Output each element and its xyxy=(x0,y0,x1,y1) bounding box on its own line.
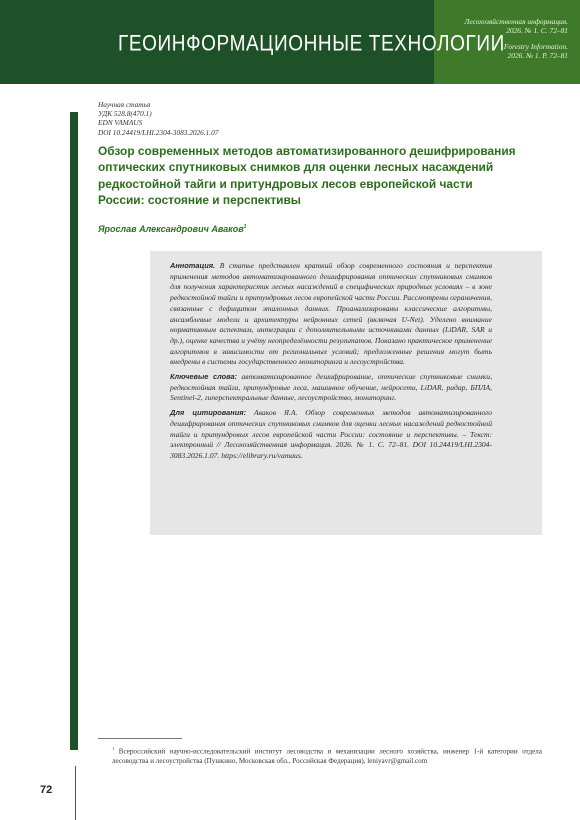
footnote-text: Всероссийский научно-исследовательский институт лесоводства и механизации лесного хозяйства, инженер 1-й категории отдела лесоводства и лесоустройства (Пушкино, Московская обл., Российская Федерация), leniyavr@gmail.com xyxy=(112,747,542,765)
keywords-text: автоматизированное дешифрирование, оптические спутниковые снимки, редкостойная тайга, притундровые леса, машинное обучение, нейросети, LiDAR, радар, БПЛА, Sentinel-2, гиперспектральные данные, лесоустройство, мониторинг. xyxy=(170,372,492,403)
udk-code: УДК 528.8(470.1) xyxy=(98,109,152,119)
abstract-content xyxy=(170,261,492,466)
journal-header xyxy=(0,0,580,84)
keywords-paragraph xyxy=(170,372,492,404)
journal-reference-ru-line1: Лесохозяйственная информация. xyxy=(464,17,568,26)
journal-reference-en-line1: Forestry Information. xyxy=(503,42,568,51)
citation-paragraph xyxy=(170,408,492,462)
article-meta xyxy=(98,100,218,137)
page-number: 72 xyxy=(40,784,53,796)
author-footnote-mark: 1 xyxy=(243,224,247,230)
section-title: ГЕОИНФОРМАЦИОННЫЕ ТЕХНОЛОГИИ xyxy=(118,32,505,57)
journal-reference-ru-line2: 2026. № 1. С. 72–81 xyxy=(506,26,568,35)
annotation-paragraph xyxy=(170,261,492,368)
journal-reference-ru xyxy=(464,17,568,35)
journal-reference-en-line2: 2026. № 1. P. 72–81 xyxy=(507,51,568,60)
doi: DOI 10.24419/LHI.2304-3083.2026.1.07 xyxy=(98,127,219,137)
journal-reference-en xyxy=(504,42,568,60)
abstract-box xyxy=(150,251,542,535)
footnote-mark: 1 xyxy=(112,746,115,751)
keywords-label: Ключевые слова: xyxy=(170,372,238,382)
edn-code: EDN VAMAUS xyxy=(98,118,143,128)
affiliation-footnote xyxy=(112,744,542,767)
author-line xyxy=(98,224,246,234)
footnote-divider xyxy=(98,738,182,739)
citation-label: Для цитирования: xyxy=(170,408,247,418)
side-accent-bar xyxy=(70,112,78,750)
annotation-label: Аннотация. xyxy=(170,261,216,270)
citation-text: Аваков Я.А. Обзор современных методов автоматизированного дешифрирования оптических спутниковых снимков для оценки лесных насаждений редкостойной тайги и притундровых лесов европейской части России: состояние и перспективы. – Текст: электронный // Лесохозяйственная информация. 2026. № 1. С. 72–81. DOI 10.24419/LHI.2304-3083.2026.1.07. https://elibrary.ru/vamaus. xyxy=(170,408,492,460)
page-margin-line xyxy=(75,766,76,820)
article-type: Научная статья xyxy=(98,100,151,109)
annotation-text: В статье представлен краткий обзор современного состояния и перспектив применения методов автоматизированного дешифрирования оптических спутниковых снимков для получения характеристик лесных насаждений в специфических природных условиях – в зоне редкостойной тайги и притундровых лесов европейской части России. Рассмотрены ограничения, связанные с дефицитом эталонных данных. Проанализированы классические алгоритмы, ансамблевые модели и архитектуры нейронных сетей (включая U-Net). Уделено внимание нормативным аспектам, интеграции с дополнительными источниками данных (LiDAR, SAR и др.), оценке качества и учёту неопределённости результатов. Показано практическое применение алгоритмов в зависимости от региональных условий; предложенные решения могут быть внедрены в системы государственного мониторинга и лесоустройства. xyxy=(170,261,492,367)
article-title: Обзор современных методов автоматизированного дешифрирования оптических спутниковых снимков для оценки лесных насаждений редкостойной тайги и притундровых лесов европейской части России: состояние и перспективы xyxy=(98,144,516,208)
author-name: Ярослав Александрович Аваков xyxy=(98,224,244,234)
